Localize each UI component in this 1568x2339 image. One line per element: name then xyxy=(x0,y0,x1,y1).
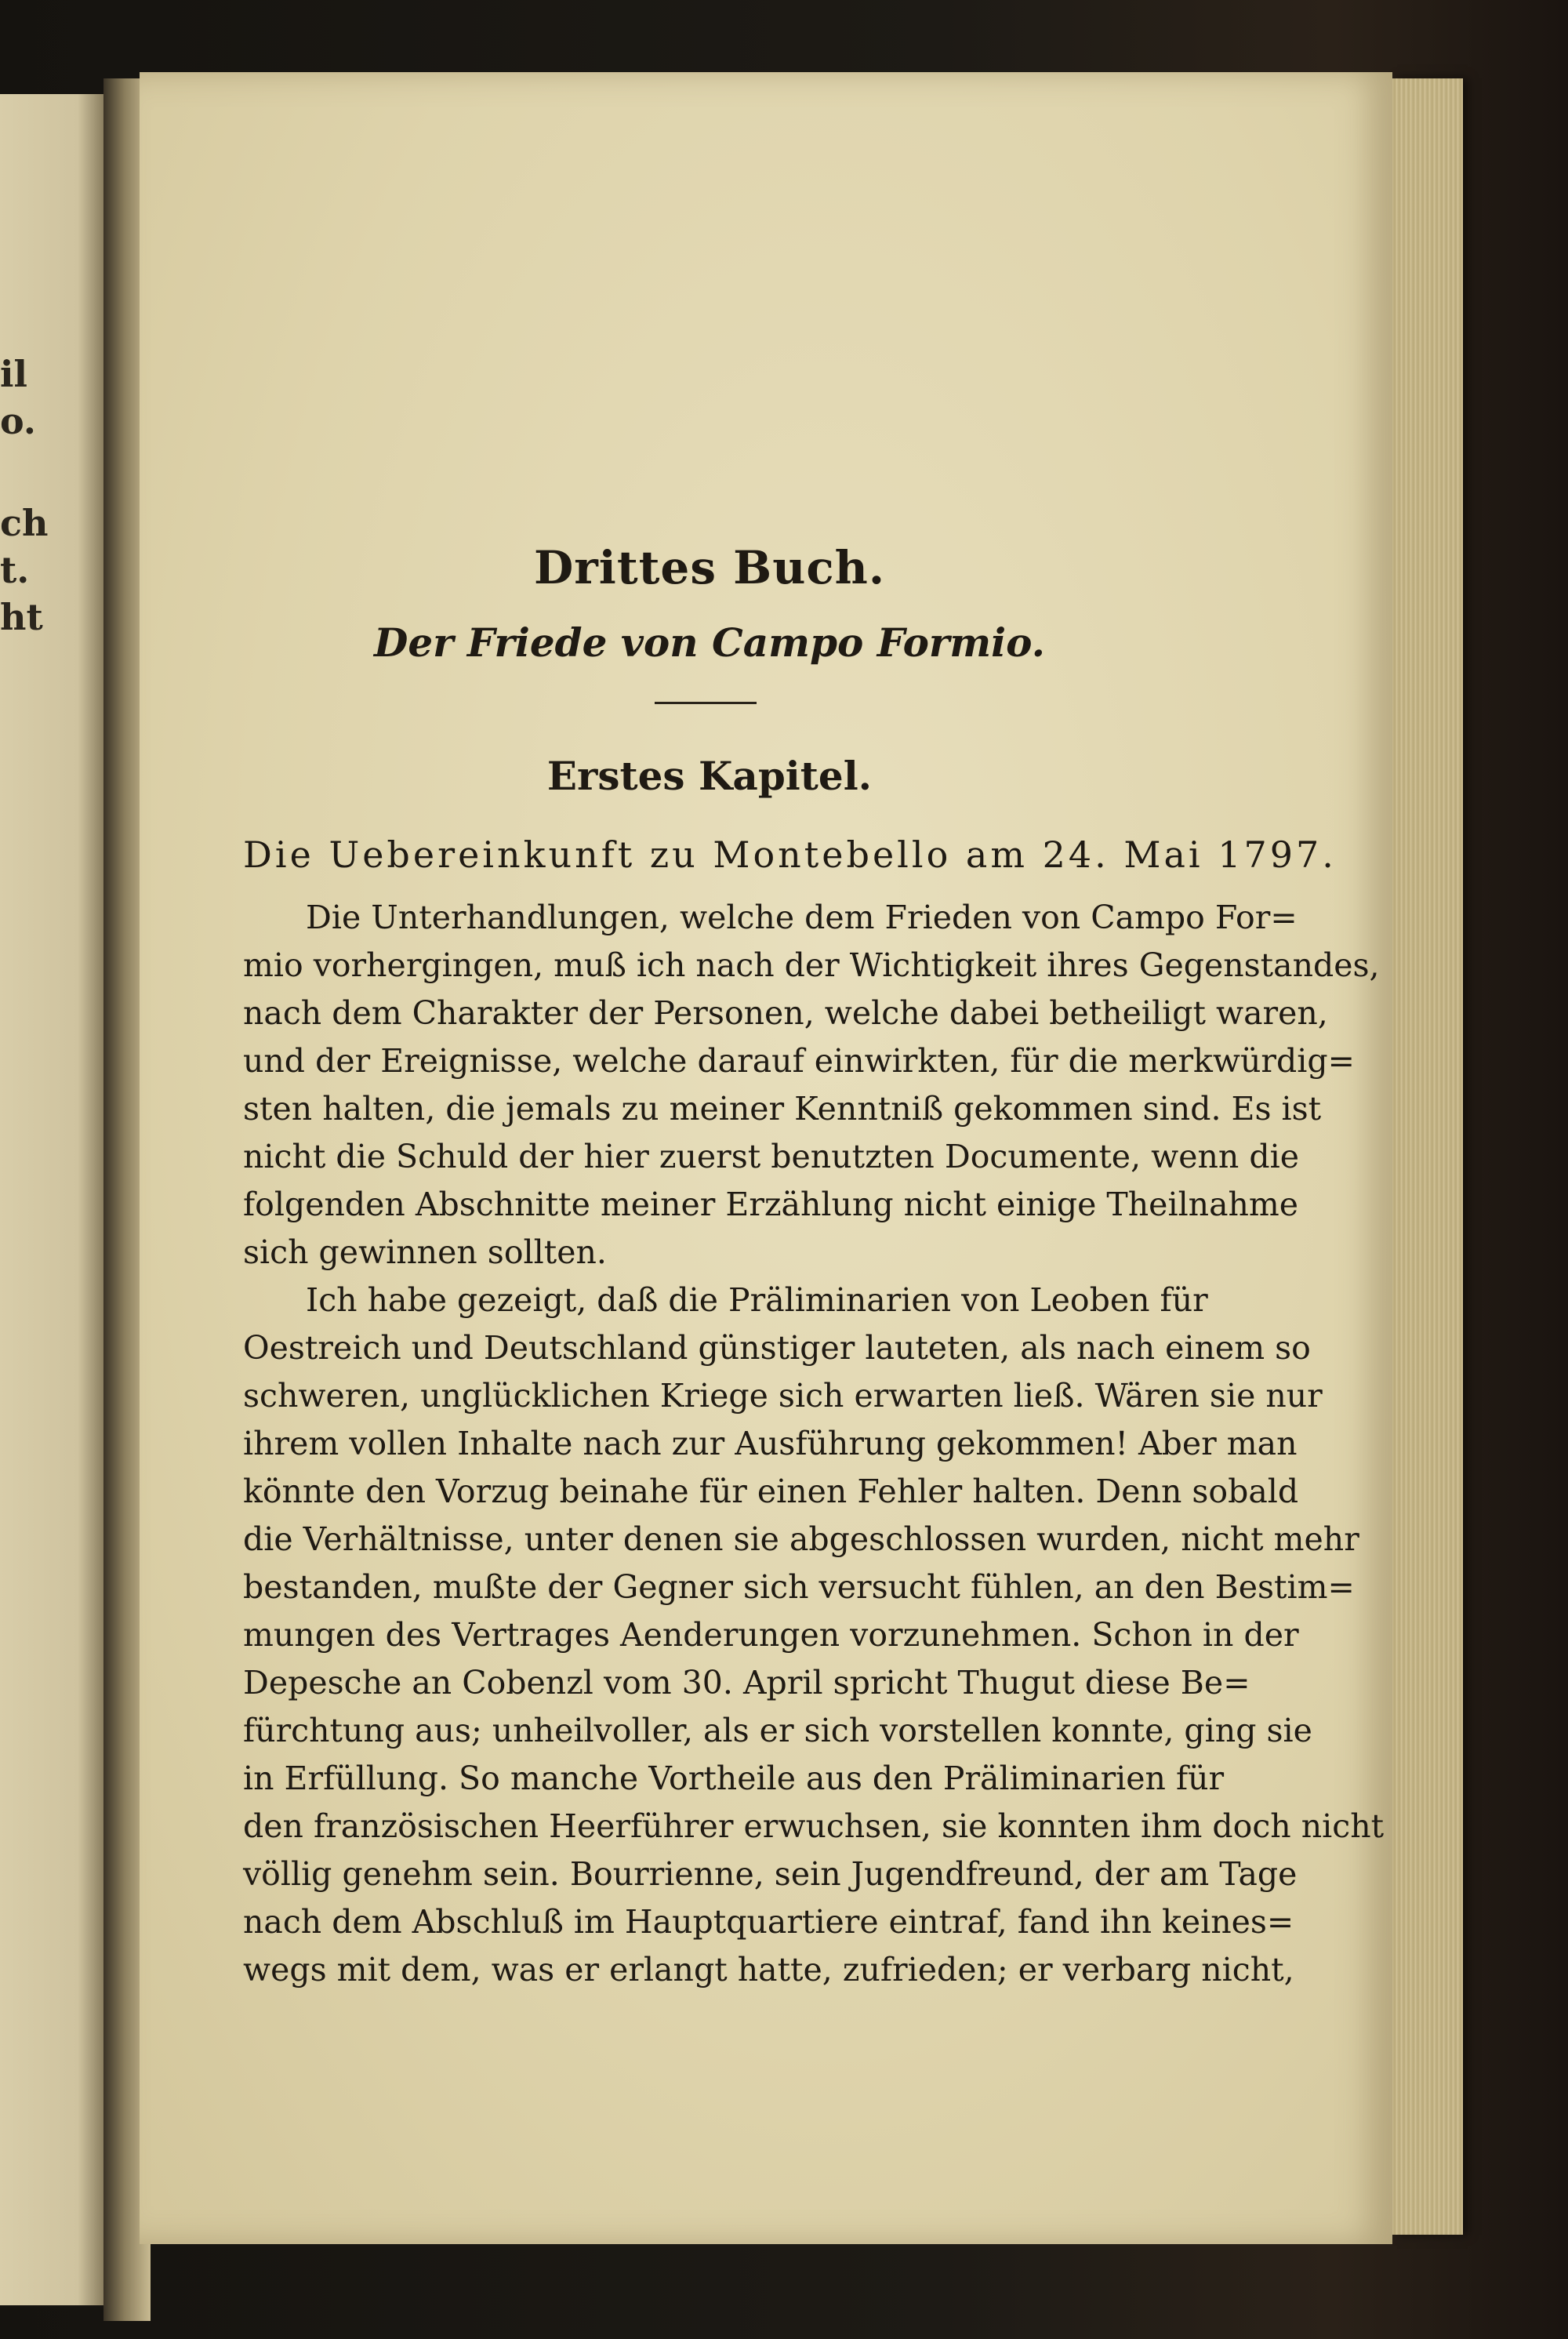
text-line: folgenden Abschnitte meiner Erzählung nicht einige Theilnahme xyxy=(243,1186,1299,1223)
left-page-fragment: t. xyxy=(0,549,30,591)
text-line: die Verhältnisse, unter denen sie abgeschlossen wurden, nicht mehr xyxy=(243,1520,1359,1558)
text-line: Die Unterhandlungen, welche dem Frieden von Campo For= xyxy=(306,899,1298,936)
text-line: und der Ereignisse, welche darauf einwirkten, für die merkwürdig= xyxy=(243,1042,1355,1080)
text-line: sich gewinnen sollten. xyxy=(243,1233,607,1271)
chapter-title: Erstes Kapitel. xyxy=(546,753,873,799)
text-line: bestanden, mußte der Gegner sich versucht fühlen, an den Bestim= xyxy=(243,1568,1355,1606)
left-page-fragment: o. xyxy=(0,400,36,442)
text-line: nicht die Schuld der hier zuerst benutzten Documente, wenn die xyxy=(243,1138,1299,1175)
book-title: Drittes Buch. xyxy=(533,541,886,594)
page-edge-stack xyxy=(1392,78,1463,2235)
book-subtitle: Der Friede von Campo Formio. xyxy=(373,619,1046,666)
paragraph xyxy=(243,1277,1385,1994)
left-page-fragment: ch xyxy=(0,502,49,544)
text-line: in Erfüllung. So manche Vortheile aus den Präliminarien für xyxy=(243,1760,1225,1797)
body-text xyxy=(243,894,1385,1994)
text-line: sten halten, die jemals zu meiner Kenntniß gekommen sind. Es ist xyxy=(243,1090,1322,1128)
text-line: nach dem Abschluß im Hauptquartiere eintraf, fand ihn keines= xyxy=(243,1903,1294,1941)
left-facing-page xyxy=(0,94,103,2305)
text-line: nach dem Charakter der Personen, welche dabei betheiligt waren, xyxy=(243,994,1328,1032)
text-line: schweren, unglücklichen Kriege sich erwarten ließ. Wären sie nur xyxy=(243,1377,1323,1415)
text-line: Ich habe gezeigt, daß die Präliminarien von Leoben für xyxy=(306,1281,1208,1319)
chapter-heading: Die Uebereinkunft zu Montebello am 24. Mai 1797. xyxy=(243,834,1337,876)
paragraph xyxy=(243,894,1380,1277)
text-line: fürchtung aus; unheilvoller, als er sich vorstellen konnte, ging sie xyxy=(243,1712,1312,1749)
text-line: wegs mit dem, was er erlangt hatte, zufrieden; er verbarg nicht, xyxy=(243,1951,1294,1989)
left-page-fragment: il xyxy=(0,353,27,395)
left-page-fragment: ht xyxy=(0,596,43,638)
text-line: Depesche an Cobenzl vom 30. April spricht Thugut diese Be= xyxy=(243,1664,1250,1702)
text-line: völlig genehm sein. Bourrienne, sein Jugendfreund, der am Tage xyxy=(243,1855,1298,1893)
text-line: Oestreich und Deutschland günstiger lauteten, als nach einem so xyxy=(243,1329,1311,1367)
text-line: mungen des Vertrages Aenderungen vorzunehmen. Schon in der xyxy=(243,1616,1299,1654)
divider-rule xyxy=(655,702,757,704)
text-line: könnte den Vorzug beinahe für einen Fehler halten. Denn sobald xyxy=(243,1473,1299,1510)
text-line: den französischen Heerführer erwuchsen, sie konnten ihm doch nicht xyxy=(243,1807,1385,1845)
text-line: mio vorhergingen, muß ich nach der Wichtigkeit ihres Gegenstandes, xyxy=(243,946,1380,984)
text-line: ihrem vollen Inhalte nach zur Ausführung gekommen! Aber man xyxy=(243,1425,1298,1462)
